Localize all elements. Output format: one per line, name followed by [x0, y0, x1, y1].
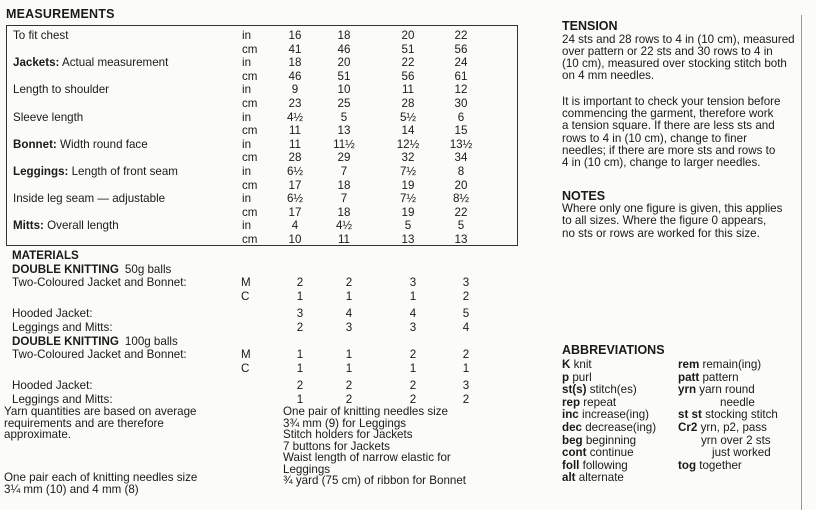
abbreviation-entry — [678, 421, 767, 435]
measurement-label — [13, 138, 148, 152]
measurement-value: 56 — [401, 69, 415, 83]
measurement-row — [7, 138, 517, 152]
measurement-unit: cm — [242, 69, 258, 83]
measurement-value: 11 — [401, 83, 415, 97]
abbreviation-term: p — [562, 370, 570, 384]
tension-line: commencing the garment, therefore work — [562, 107, 774, 121]
measurement-unit: in — [242, 29, 252, 42]
materials-quantity: 3 — [345, 321, 353, 334]
measurement-value: 19 — [401, 205, 415, 219]
materials-list-item: 7 buttons for Jackets — [283, 439, 390, 453]
abbreviation-definition: beginning — [582, 433, 637, 447]
materials-quantity: 2 — [462, 289, 470, 303]
measurement-label — [13, 83, 109, 97]
measurement-value: 19 — [401, 178, 415, 192]
measurement-row — [7, 233, 517, 247]
measurement-label-bold: Jackets: — [13, 56, 60, 70]
abbreviation-entry — [562, 383, 637, 397]
yarn-quantity-note: approximate. — [4, 428, 72, 441]
materials-heading: MATERIALS — [12, 249, 79, 262]
measurement-label-text: Overall length — [43, 219, 119, 233]
measurement-value: 4½ — [335, 219, 353, 233]
materials-list-item: Leggings — [283, 462, 331, 476]
materials-section — [12, 249, 518, 406]
abbreviation-entry — [678, 371, 739, 385]
abbreviation-definition-continued: yrn over 2 sts — [701, 433, 771, 447]
materials-quantity: 3 — [409, 276, 417, 290]
abbreviation-term: tog — [678, 458, 697, 472]
materials-quantity: 5 — [462, 307, 470, 321]
needles-note: 3¼ mm (10) and 4 mm (8) — [4, 482, 139, 496]
abbreviations-heading: ABBREVIATIONS — [562, 343, 665, 357]
yarn-type: DOUBLE KNITTING — [12, 262, 119, 276]
materials-quantity: 2 — [345, 276, 353, 290]
measurement-value: 5 — [457, 219, 465, 233]
yarn-quantity-note: requirements and are therefore — [4, 416, 164, 430]
abbreviation-entry — [562, 471, 624, 485]
abbreviation-definition: knit — [570, 358, 592, 371]
measurement-value: 61 — [454, 69, 468, 83]
materials-list-item: Stitch holders for Jackets — [283, 428, 413, 441]
materials-quantity: 2 — [409, 393, 417, 406]
measurement-unit: in — [242, 192, 252, 206]
materials-list-item: 3¾ mm (9) for Leggings — [283, 416, 407, 430]
materials-list-item: One pair of knitting needles size — [283, 405, 448, 418]
abbreviation-entry — [562, 434, 636, 448]
materials-quantity: 2 — [409, 379, 417, 393]
abbreviation-term: alt — [562, 471, 576, 485]
materials-label: Hooded Jacket: — [12, 379, 93, 393]
materials-quantity: 4 — [409, 307, 417, 321]
measurement-value: 8 — [457, 165, 465, 178]
measurement-row — [7, 192, 517, 206]
measurement-value: 8½ — [452, 192, 470, 206]
abbreviation-term: cont — [562, 446, 587, 460]
materials-label: Hooded Jacket: — [12, 307, 93, 321]
tension-line: rows to 4 in (10 cm), change to finer — [562, 131, 747, 145]
measurement-row — [7, 165, 517, 179]
abbreviation-definition: alternate — [575, 471, 624, 485]
measurement-value: 6½ — [286, 192, 304, 206]
materials-quantity: 1 — [296, 348, 304, 362]
measurement-row — [7, 179, 517, 193]
materials-quantity: 1 — [345, 289, 353, 303]
abbreviation-definition: yarn round — [696, 383, 755, 397]
measurement-label-bold: Mitts: — [13, 219, 44, 233]
measurement-value: 10 — [288, 233, 302, 246]
measurement-value: 32 — [401, 151, 415, 165]
abbreviation-entry — [562, 459, 628, 473]
materials-quantity: 1 — [296, 361, 304, 375]
measurement-value: 17 — [288, 205, 302, 219]
notes-line: to all sizes. Where the figure 0 appears, — [562, 214, 767, 228]
measurement-label-text: Actual measurement — [59, 56, 169, 70]
measurement-value: 11 — [337, 233, 351, 246]
measurement-value: 22 — [454, 29, 468, 42]
abbreviation-term: rep — [562, 395, 581, 409]
abbreviation-entry — [562, 371, 592, 385]
measurement-label — [13, 192, 165, 206]
abbreviation-definition: decrease(ing) — [581, 421, 657, 434]
measurement-value: 20 — [401, 29, 415, 42]
materials-colour-code: C — [241, 289, 250, 303]
measurement-value: 13 — [454, 233, 468, 246]
notes-paragraph — [562, 203, 812, 240]
abbreviations-section — [562, 344, 812, 494]
measurement-value: 7 — [340, 165, 348, 178]
measurement-label-text: To fit chest — [13, 29, 69, 42]
abbreviation-definition: repeat — [580, 395, 617, 409]
abbreviation-term: foll — [562, 458, 580, 472]
tension-paragraph-1 — [562, 34, 812, 83]
materials-quantity: 3 — [462, 276, 470, 290]
measurement-unit: in — [242, 110, 252, 124]
tension-line: over pattern or 22 sts and 30 rows to 4 in — [562, 44, 773, 58]
abbreviation-entry — [562, 421, 656, 435]
yarn-type: DOUBLE KNITTING — [12, 334, 119, 348]
materials-quantity: 2 — [345, 379, 353, 393]
abbreviation-entry — [562, 358, 592, 372]
yarn-ball-size: 50g balls — [124, 262, 172, 276]
abbreviation-definition: together — [696, 458, 742, 472]
measurement-value: 11½ — [333, 137, 355, 151]
notes-heading: NOTES — [562, 188, 606, 203]
abbreviation-definition: continue — [586, 446, 634, 460]
materials-list-item: ¾ yard (75 cm) of ribbon for Bonnet — [283, 474, 467, 487]
measurement-unit: cm — [242, 97, 258, 110]
tension-heading: TENSION — [562, 19, 618, 33]
measurement-value: 13 — [401, 233, 415, 246]
measurement-value: 25 — [337, 97, 351, 110]
abbreviation-term: inc — [562, 408, 579, 422]
measurement-label-bold: Bonnet: — [13, 137, 57, 151]
measurement-value: 46 — [288, 69, 302, 83]
measurement-label-text: Length to shoulder — [13, 83, 110, 97]
measurement-unit: in — [242, 56, 252, 70]
materials-quantity: 1 — [345, 361, 353, 375]
measurement-value: 56 — [454, 42, 468, 56]
materials-quantity: 3 — [409, 321, 417, 334]
abbreviation-term: yrn — [678, 383, 697, 397]
measurement-label — [13, 29, 68, 43]
measurement-value: 18 — [337, 178, 351, 192]
measurement-row — [7, 43, 517, 57]
measurement-value: 23 — [288, 97, 302, 110]
tension-line: (10 cm), measured over stocking stitch both — [562, 57, 787, 71]
abbreviation-entry — [562, 408, 649, 422]
abbreviation-entry — [678, 358, 761, 372]
measurement-unit: in — [242, 165, 252, 178]
measurement-unit: cm — [242, 124, 258, 138]
measurement-unit: cm — [242, 42, 258, 56]
materials-quantity: 1 — [296, 289, 304, 303]
abbreviation-definition: yrn, p2, pass — [697, 421, 767, 434]
measurement-value: 16 — [288, 29, 302, 42]
measurement-row — [7, 97, 517, 111]
measurement-value: 22 — [454, 205, 468, 219]
measurement-unit: cm — [242, 178, 258, 192]
measurement-row — [7, 124, 517, 138]
measurement-value: 46 — [337, 42, 351, 56]
abbreviation-definition: increase(ing) — [578, 408, 650, 422]
notes-line: Where only one figure is given, this applies — [562, 202, 783, 216]
tension-line: 4 in (10 cm), change to larger needles. — [562, 156, 761, 170]
abbreviation-entry — [562, 396, 616, 410]
abbreviation-term: st st — [678, 408, 702, 422]
measurement-unit: in — [242, 219, 252, 233]
materials-quantity: 3 — [462, 379, 470, 393]
measurement-value: 5½ — [399, 110, 417, 124]
measurement-value: 9 — [291, 83, 299, 97]
measurement-value: 11 — [288, 137, 302, 151]
measurement-value: 18 — [337, 29, 351, 42]
materials-quantity: 4 — [462, 321, 470, 334]
yarn-ball-size: 100g balls — [124, 334, 178, 348]
measurement-value: 34 — [454, 151, 468, 165]
abbreviation-term: st(s) — [562, 383, 587, 397]
measurement-value: 18 — [337, 205, 351, 219]
measurement-value: 13 — [337, 124, 351, 138]
materials-quantity: 2 — [462, 393, 470, 406]
measurement-label — [13, 219, 119, 233]
abbreviation-entry — [678, 459, 742, 473]
measurement-value: 20 — [454, 178, 468, 192]
yarn-quantity-note: Yarn quantities are based on average — [4, 405, 197, 418]
measurement-value: 13½ — [449, 137, 473, 151]
measurement-row — [7, 206, 517, 220]
materials-quantity: 1 — [345, 348, 353, 362]
materials-colour-code: M — [241, 276, 251, 290]
abbreviation-entry — [678, 383, 755, 397]
abbreviation-definition: purl — [569, 370, 592, 384]
abbreviation-definition: stitch(es) — [586, 383, 637, 397]
abbreviation-definition: remain(ing) — [699, 358, 762, 371]
materials-label: Two-Coloured Jacket and Bonnet: — [12, 348, 187, 362]
abbreviation-term: K — [562, 358, 571, 371]
abbreviation-entry — [562, 446, 634, 460]
measurement-unit: cm — [242, 151, 258, 165]
materials-quantity: 2 — [296, 321, 304, 334]
materials-label: Leggings and Mitts: — [12, 393, 113, 406]
measurement-value: 14 — [401, 124, 415, 138]
measurement-label-text: Width round face — [56, 137, 148, 151]
measurement-unit: in — [242, 137, 252, 151]
abbreviation-term: dec — [562, 421, 582, 434]
measurement-value: 4 — [291, 219, 299, 233]
measurement-value: 7½ — [399, 192, 417, 206]
measurement-value: 6 — [457, 110, 465, 124]
tension-paragraph-2 — [562, 96, 812, 170]
abbreviation-term: rem — [678, 358, 700, 371]
measurement-value: 51 — [337, 69, 351, 83]
measurement-row — [7, 56, 517, 70]
materials-quantity: 1 — [296, 393, 304, 406]
materials-quantity: 2 — [296, 379, 304, 393]
measurement-value: 6½ — [286, 165, 304, 178]
materials-quantity: 1 — [462, 361, 470, 375]
materials-quantity: 2 — [345, 393, 353, 406]
measurement-label — [13, 165, 178, 179]
measurement-value: 24 — [454, 56, 468, 70]
abbreviation-definition: following — [579, 458, 628, 472]
measurement-unit: cm — [242, 205, 258, 219]
measurement-value: 15 — [454, 124, 468, 138]
measurement-value: 5 — [404, 219, 412, 233]
materials-colour-code: C — [241, 361, 250, 375]
abbreviation-term: patt — [678, 370, 700, 384]
measurement-value: 10 — [337, 83, 351, 97]
measurement-row — [7, 219, 517, 233]
abbreviation-term: Cr2 — [678, 421, 698, 434]
measurement-value: 51 — [401, 42, 415, 56]
measurement-value: 17 — [288, 178, 302, 192]
measurement-label — [13, 56, 168, 70]
materials-colour-code: M — [241, 348, 251, 362]
tension-line: 24 sts and 28 rows to 4 in (10 cm), measured — [562, 32, 795, 46]
tension-line: on 4 mm needles. — [562, 69, 655, 83]
measurement-value: 20 — [337, 56, 351, 70]
measurement-value: 7 — [340, 192, 348, 206]
measurement-row — [7, 70, 517, 84]
notes-line: no sts or rows are worked for this size. — [562, 226, 760, 240]
materials-quantity: 4 — [345, 307, 353, 321]
measurement-value: 29 — [337, 151, 351, 165]
measurement-row — [7, 151, 517, 165]
materials-quantity: 2 — [462, 348, 470, 362]
measurement-unit: in — [242, 83, 252, 97]
measurement-label — [13, 111, 83, 125]
materials-label: Leggings and Mitts: — [12, 321, 113, 334]
materials-quantity: 2 — [296, 276, 304, 290]
measurement-row — [7, 29, 517, 43]
materials-quantity: 2 — [409, 348, 417, 362]
abbreviation-definition: pattern — [699, 370, 739, 384]
tension-line: It is important to check your tension before — [562, 94, 781, 108]
measurement-value: 7½ — [399, 165, 417, 178]
measurement-value: 30 — [454, 97, 468, 110]
tension-line: needles; if there are more sts and rows to — [562, 143, 776, 157]
needles-note: One pair each of knitting needles size — [4, 471, 198, 484]
abbreviation-definition-continued: just worked — [712, 446, 771, 460]
materials-label: Two-Coloured Jacket and Bonnet: — [12, 276, 187, 290]
measurement-value: 4½ — [286, 110, 304, 124]
page-edge-divider — [801, 15, 802, 510]
measurements-table — [6, 25, 518, 246]
measurement-value: 28 — [288, 151, 302, 165]
measurement-value: 12½ — [396, 137, 420, 151]
page-title: MEASUREMENTS — [6, 7, 115, 21]
measurement-label-bold: Leggings: — [13, 165, 69, 178]
measurement-value: 18 — [288, 56, 302, 70]
abbreviation-term: beg — [562, 433, 583, 447]
measurement-value: 28 — [401, 97, 415, 110]
abbreviation-definition: stocking stitch — [701, 408, 778, 422]
measurement-value: 5 — [340, 110, 348, 124]
measurement-row — [7, 111, 517, 125]
measurement-unit: cm — [242, 233, 258, 246]
materials-list-item: Waist length of narrow elastic for — [283, 451, 451, 464]
yarn-heading — [12, 335, 178, 349]
materials-quantity: 1 — [409, 289, 417, 303]
measurement-value: 12 — [454, 83, 468, 97]
measurement-value: 22 — [401, 56, 415, 70]
tension-line: a tension square. If there are less sts and — [562, 119, 775, 133]
yarn-heading — [12, 263, 171, 277]
materials-quantity: 1 — [409, 361, 417, 375]
measurement-value: 11 — [288, 124, 302, 138]
abbreviation-entry — [678, 408, 778, 422]
measurement-label-text: Sleeve length — [13, 110, 84, 124]
bottom-notes — [0, 405, 540, 505]
measurement-label-text: Length of front seam — [68, 165, 178, 178]
measurement-row — [7, 83, 517, 97]
tension-notes-column — [562, 20, 812, 240]
materials-quantity: 3 — [296, 307, 304, 321]
measurement-value: 41 — [288, 42, 302, 56]
abbreviation-definition-continued: needle — [720, 395, 755, 409]
measurement-label-text: Inside leg seam — adjustable — [13, 192, 166, 206]
